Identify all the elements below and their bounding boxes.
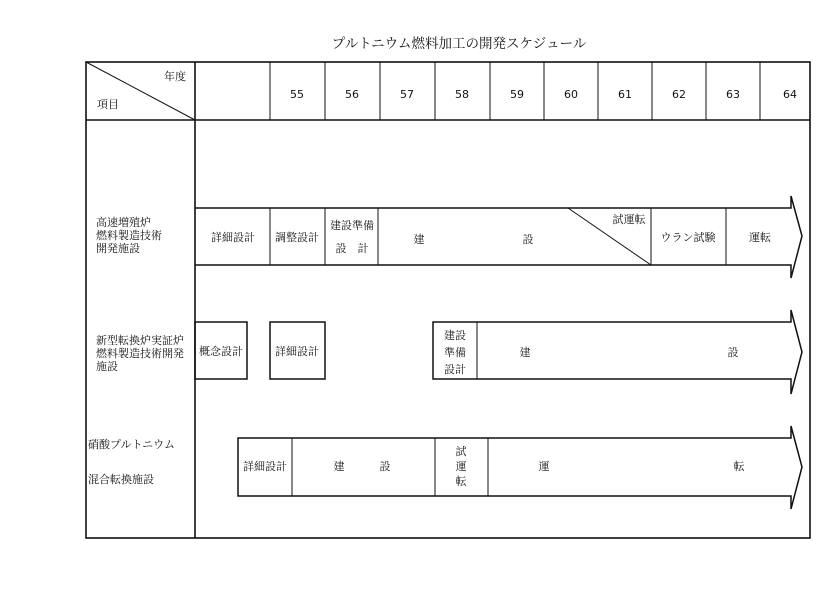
year-label: 56	[345, 88, 359, 101]
row3-name-line2: 混合転換施設	[88, 473, 154, 486]
row3-stage-detailed-design: 詳細設計	[243, 460, 287, 473]
row1-stage-detailed-design: 詳細設計	[211, 231, 255, 244]
row3-stage-construction-b: 設	[379, 460, 391, 473]
row2-stage-prep-line1: 建設	[444, 329, 466, 342]
row3-stage-trial-line1: 試	[455, 445, 467, 458]
row2-stage-construction-b: 設	[727, 346, 739, 359]
row3-stage-operation-b: 転	[733, 460, 745, 473]
year-label: 64	[783, 88, 797, 101]
row2-stage-construction-a: 建	[519, 346, 531, 359]
row2-name-line2: 燃料製造技術開発	[96, 347, 184, 360]
year-label: 55	[290, 88, 304, 101]
row2-name-line3: 施設	[96, 360, 118, 373]
row1-stage-prep-line1: 建設準備	[330, 219, 374, 232]
row2-stage-detailed-design: 詳細設計	[275, 345, 319, 358]
row1-stage-adjustment-design: 調整設計	[275, 231, 319, 244]
row3-stage-trial-line2: 運	[455, 460, 467, 473]
row1-stage-trial-operation: 試運転	[612, 213, 646, 226]
year-label: 57	[400, 88, 414, 101]
row1-dividers	[270, 208, 726, 265]
row1-name-line3: 開発施設	[96, 242, 140, 255]
row1-name-line2: 燃料製造技術	[96, 229, 162, 242]
year-label: 60	[564, 88, 578, 101]
row2-stage-prep-line2: 準備	[444, 346, 466, 359]
year-label: 59	[510, 88, 524, 101]
year-label: 58	[455, 88, 469, 101]
page-title: プルトニウム燃料加工の開発スケジュール	[331, 36, 587, 52]
row2-name-line1: 新型転換炉実証炉	[96, 334, 184, 347]
row2-stage-prep-line3: 設計	[444, 363, 466, 376]
row3-stage-trial-line3: 転	[455, 475, 467, 488]
item-header-label: 項目	[97, 98, 119, 111]
year-label: 62	[672, 88, 686, 101]
row3-arrow	[238, 426, 802, 509]
year-header-label: 年度	[164, 70, 186, 83]
row3-name-line1: 硝酸プルトニウム	[88, 438, 176, 451]
row1-stage-uranium-test: ウラン試験	[660, 231, 716, 244]
row1-stage-prep-line2: 設 計	[335, 242, 369, 255]
row2-stage-concept-design: 概念設計	[199, 345, 243, 358]
year-label: 63	[726, 88, 740, 101]
year-label: 61	[618, 88, 632, 101]
row1-stage-construction-b: 設	[522, 233, 534, 246]
row1-stage-operation: 運転	[749, 231, 771, 244]
row1-stage-construction-a: 建	[413, 233, 425, 246]
row3-stage-construction-a: 建	[333, 460, 345, 473]
row1-name-line1: 高速増殖炉	[96, 216, 151, 229]
row2-arrow	[433, 310, 802, 394]
row3-stage-operation-a: 運	[538, 460, 550, 473]
